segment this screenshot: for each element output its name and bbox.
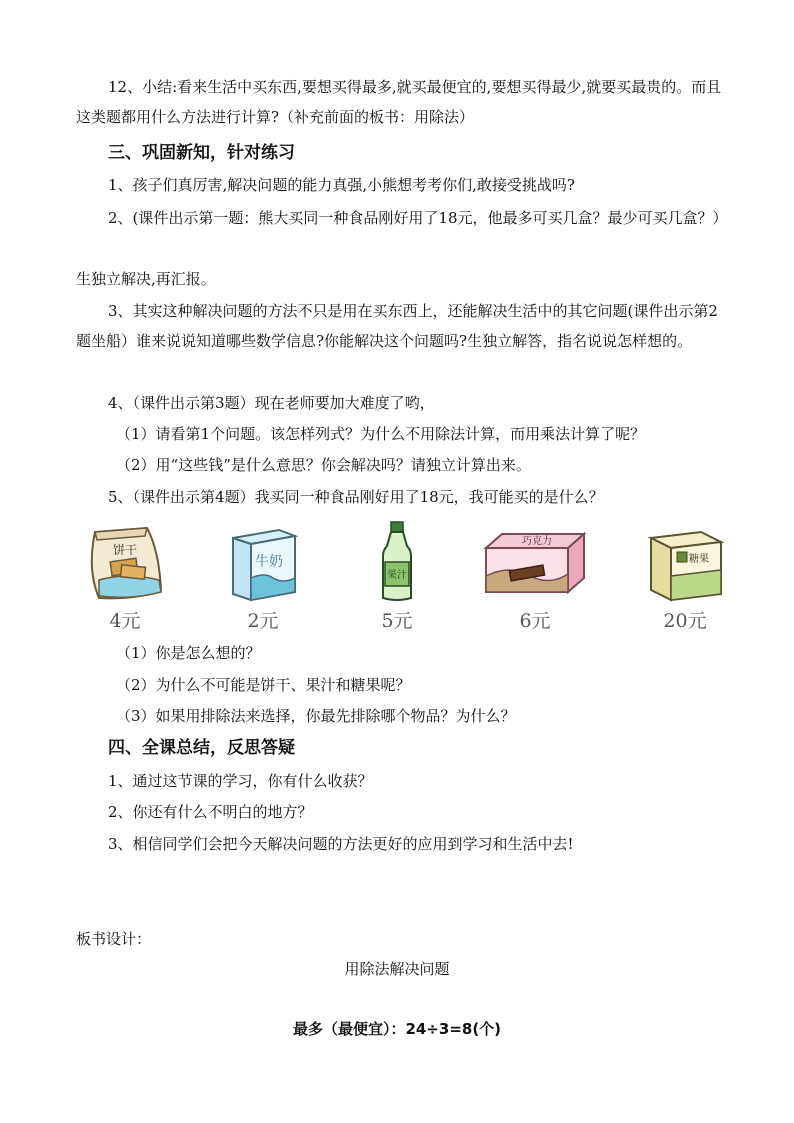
product-chocolate bbox=[480, 520, 590, 640]
price-chocolate: 6元 bbox=[519, 610, 551, 632]
question-5-part-2: （2）为什么不可能是饼干、果汁和糖果呢？ bbox=[116, 676, 411, 694]
product-juice bbox=[342, 520, 452, 640]
question-3: 3、其实这种解决问题的方法不只是用在买东西上，还能解决生活中的其它问题(课件出示第2题坐船）谁来说说知道哪些数学信息?你能解决这个问题吗?生独立解答，指名说说怎样想的。 bbox=[76, 302, 718, 350]
section-heading-3: 三、巩固新知，针对练习 bbox=[108, 143, 295, 163]
board-formula: 最多（最便宜）：24÷3=8(个) bbox=[292, 1020, 502, 1038]
juice-label: 果汁 bbox=[387, 570, 407, 581]
price-juice: 5元 bbox=[381, 610, 413, 632]
chocolate-label: 巧克力 bbox=[522, 536, 552, 547]
board-design-label: 板书设计： bbox=[76, 930, 152, 948]
juice-bottle-icon bbox=[349, 520, 445, 604]
product-candy bbox=[630, 520, 740, 640]
milk-label: 牛奶 bbox=[255, 554, 283, 570]
question-4-part-1: （1）请看第1个问题。该怎样列式？为什么不用除法计算，而用乘法计算了呢？ bbox=[116, 425, 646, 443]
product-milk bbox=[208, 520, 318, 640]
board-title: 用除法解决问题 bbox=[344, 960, 450, 978]
question-5-part-1: （1）你是怎么想的？ bbox=[116, 644, 261, 662]
product-biscuit bbox=[70, 520, 180, 640]
summary-item-1: 1、通过这节课的学习，你有什么收获？ bbox=[108, 772, 373, 790]
chocolate-box-icon bbox=[480, 520, 590, 604]
biscuit-label: 饼干 bbox=[113, 543, 138, 557]
question-4-part-2: （2）用“这些钱”是什么意思？你会解决吗？请独立计算出来。 bbox=[116, 456, 531, 474]
question-1: 1、孩子们真厉害,解决问题的能力真强,小熊想考考你们,敢接受挑战吗? bbox=[108, 176, 575, 194]
question-5: 5、（课件出示第4题）我买同一种食品刚好用了18元，我可能买的是什么？ bbox=[108, 488, 604, 506]
price-milk: 2元 bbox=[247, 610, 279, 632]
summary-item-2: 2、你还有什么不明白的地方？ bbox=[108, 803, 313, 821]
biscuit-bag-icon bbox=[77, 520, 173, 604]
summary-item-3: 3、相信同学们会把今天解决问题的方法更好的应用到学习和生活中去! bbox=[108, 835, 574, 853]
section-heading-4: 四、全课总结，反思答疑 bbox=[108, 738, 295, 758]
question-2: 2、(课件出示第一题：熊大买同一种食品刚好用了18元，他最多可买几盒？最少可买几盒？） bbox=[108, 209, 728, 227]
question-2-note: 生独立解决,再汇报。 bbox=[76, 270, 216, 288]
milk-box-icon bbox=[215, 520, 311, 604]
question-4: 4、（课件出示第3题）现在老师要加大难度了哟， bbox=[108, 394, 435, 412]
price-candy: 20元 bbox=[663, 610, 707, 632]
question-5-part-3: （3）如果用排除法来选择，你最先排除哪个物品？为什么？ bbox=[116, 707, 516, 725]
product-row bbox=[70, 520, 740, 640]
summary-paragraph: 12、小结:看来生活中买东西,要想买得最多,就买最便宜的,要想买得最少,就要买最贵的。而且这类题都用什么方法进行计算?（补充前面的板书：用除法） bbox=[76, 78, 722, 126]
candy-box-icon bbox=[637, 520, 733, 604]
candy-label: 糖果 bbox=[689, 554, 709, 565]
price-biscuit: 4元 bbox=[109, 610, 141, 632]
